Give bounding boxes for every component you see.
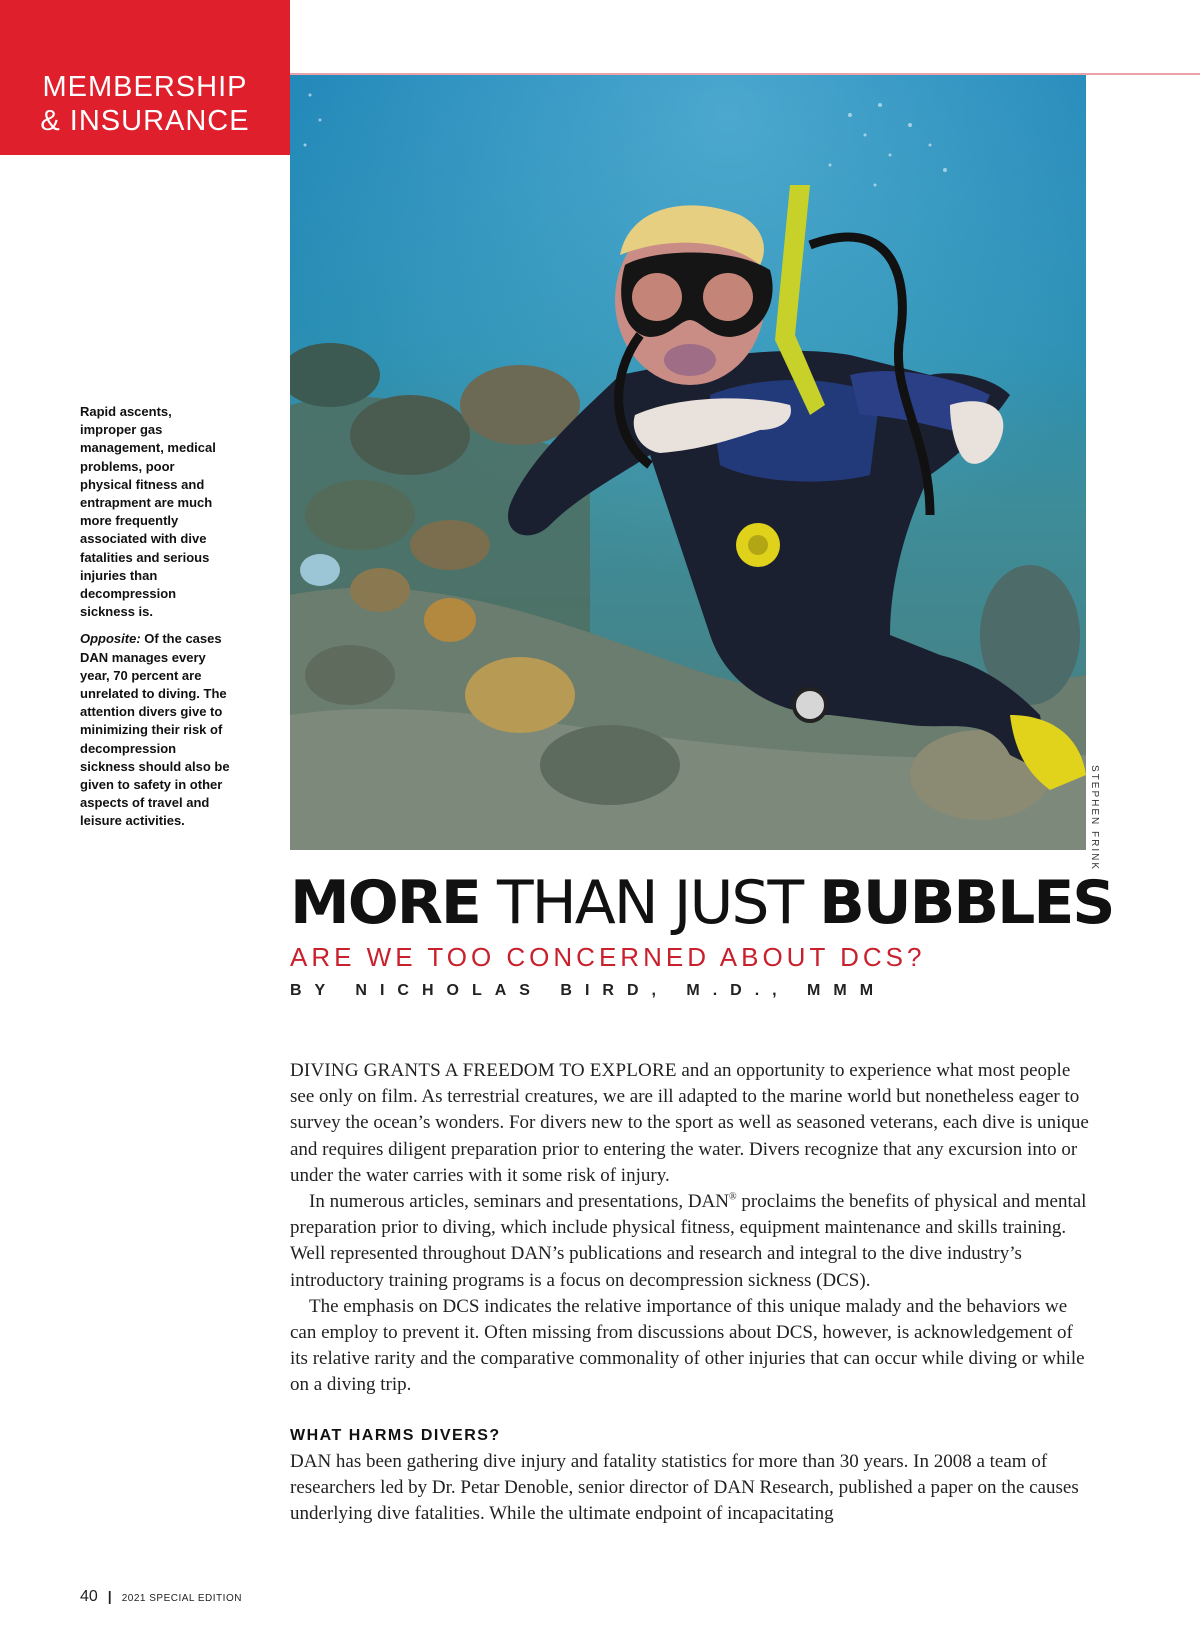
page-number: 40 xyxy=(80,1588,98,1605)
headline-part-3: BUBBLES xyxy=(819,868,1114,938)
section-tag-line1: MEMBERSHIP xyxy=(42,71,248,103)
caption-paragraph-1: Rapid ascents, improper gas management, medical problems, poor physical fitness and entrapment are much more frequently associated with dive fatalities and serious injuries than decompression sickness is. xyxy=(80,404,216,620)
caption-text: Of the cases DAN manages every year, 70 percent are unrelated to diving. The attention divers give to minimizing their risk of decompression sickness should also be given to safety in other aspects of travel and leisure activities. xyxy=(80,631,230,829)
caption-lead: Opposite: xyxy=(80,631,141,647)
body-paragraph-2-a: In numerous articles, seminars and presentations, DAN xyxy=(309,1191,730,1213)
headline-part-1: MORE xyxy=(290,868,480,938)
article-headline xyxy=(290,868,1114,938)
headline-part-2: THAN JUST xyxy=(479,868,820,938)
body-paragraph-1 xyxy=(290,1058,1090,1189)
body-paragraph-2-b: proclaims the benefits of physical and mental preparation prior to diving, which include physical fitness, equipment maintenance and skills training. Well represented throughout DAN’s publications and research and integral to the dive industry’s introductory training programs is a focus on decompression sickness (DCS). xyxy=(290,1191,1087,1291)
body-paragraph-4: DAN has been gathering dive injury and fatality statistics for more than 30 years. In 2008 a team of researchers led by Dr. Petar Denoble, senior director of DAN Research, published a paper on the causes underlying dive fatalities. While the ultimate endpoint of incapacitating xyxy=(290,1450,1079,1525)
caption-paragraph-2 xyxy=(80,630,230,830)
photo-credit: STEPHEN FRINK xyxy=(1089,765,1100,872)
footer-separator: | xyxy=(107,1588,112,1604)
section-heading: WHAT HARMS DIVERS? xyxy=(290,1426,501,1444)
section-tag-line2: & INSURANCE xyxy=(40,105,250,137)
body-paragraph-3: The emphasis on DCS indicates the relative importance of this unique malady and the behaviors we can employ to prevent it. Often missing from discussions about DCS, however, is acknowledgement of its relative rarity and the comparative commonality of other injuries that can occur while diving or while on a diving trip. xyxy=(290,1295,1085,1396)
registered-mark: ® xyxy=(729,1191,737,1203)
body-paragraph-2 xyxy=(290,1189,1090,1294)
photo-caption xyxy=(80,403,230,840)
article-body xyxy=(290,1058,1090,1527)
page-footer xyxy=(80,1588,242,1606)
section-tag xyxy=(0,0,290,155)
body-lead-in: DIVING GRANTS A FREEDOM TO EXPLORE xyxy=(290,1060,677,1081)
edition-label: 2021 SPECIAL EDITION xyxy=(121,1593,242,1604)
diver-photo xyxy=(290,75,1086,850)
article-byline: BY NICHOLAS BIRD, M.D., MMM xyxy=(290,982,887,999)
body-paragraph-1-text: and an opportunity to experience what most people see only on film. As terrestrial creatures, we are ill adapted to the marine world but nonetheless eager to survey the ocean’s wonders. For divers new to the sport as well as seasoned veterans, each dive is unique and requires diligent preparation prior to entering the water. Divers recognize that any excursion into or under the water carries with it some risk of injury. xyxy=(290,1060,1089,1186)
article-subhead: ARE WE TOO CONCERNED ABOUT DCS? xyxy=(290,942,926,972)
